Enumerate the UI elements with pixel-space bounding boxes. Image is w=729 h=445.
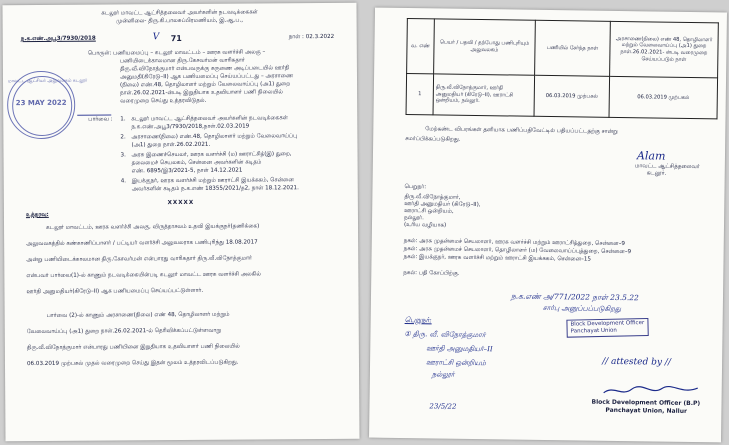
copy-line: நகல்: பதி கோப்பிற்கு. <box>403 269 460 277</box>
table-header: அரசாணை(நிலை) எண் 48, தொழிலாளர் மற்றும் வேலைவாய்ப்பு (அ1) துறை நாள்.26.02.2021- ன்படி வரைமுறை செய்யப்படும் நாள் <box>610 21 719 78</box>
to-line: (உரிய வழியாக) <box>403 221 447 229</box>
body-line: 06.03.2019 முற்பகல் முதல் வரைமுறை செய்து இதன் மூலம் உத்தரவிடப்படுகிறது. <box>26 359 239 368</box>
bdo-signature <box>602 383 702 400</box>
subject-line: பணியிடைக்காலமான திரு.கேசவர்மன் வாரிசுதார் <box>119 57 245 65</box>
table-cell: 06.03.2019 முற்பகல் <box>609 76 718 119</box>
certification-line: சமர்ப்பிக்கப்படுகிறது. <box>405 135 461 143</box>
body-line: ஊர்தி அனுமதியர்(கிரேடு–II) ஆக பணியமைப்பு செய்யப்பட்டுள்ளார். <box>26 287 204 296</box>
left-page <box>2 3 359 441</box>
reference-line: கடலூர் மாவட்ட ஆட்சித்தலைவர் அவர்களின் நடவடிக்கைகள் <box>131 115 288 123</box>
attested-note: // attested by // <box>602 356 671 368</box>
reference-index: 3. <box>120 152 126 159</box>
references-heading: பார்வை : <box>88 116 113 123</box>
to-line: திரு.வீ.விநோத்குமார், <box>404 193 461 201</box>
reference-line: எண். 6895/இ3/2021-5, நாள் 14.12.2021 <box>131 167 243 175</box>
copy-line: நகல்: அரசு முதன்மைச் செயலாளர், ஊரக வளர்ச்சி மற்றும் ஊராட்சித்துறை, சென்னை–9 <box>403 237 626 248</box>
table-cell: 06.03.2019 முற்பகல் <box>534 75 610 117</box>
bdo-office: Panchayat Union, Nallur <box>605 406 688 415</box>
handwritten-to-line: ஊர்தி அனுமதியர்–II <box>426 344 493 354</box>
reference-number: ந.க.எண்.அபூ3/7930/2018 <box>20 35 96 43</box>
to-line: ஊராட்சி ஒன்றியம், <box>404 207 454 215</box>
body-line: அலுவலகத்தில் கண்காணிப்பாளர் / பட்டியர் வளர்ச்சி அலுவலராக பணிபுரிந்து 18.08.2017 <box>26 239 258 248</box>
reference-index: 2. <box>120 134 126 141</box>
bdo-designation: Block Development Officer (B.P) <box>591 398 701 408</box>
table-row <box>406 74 718 119</box>
subject-line: வரைமுறை செய்து உத்தரவிடுதல். <box>120 97 207 105</box>
handwritten-forward-ref: ந.க.எண் அ/771/2022 நாள் 23.5.22 <box>510 291 639 303</box>
bottom-initials: 23/5/22 <box>429 402 457 411</box>
body-line: கடலூர் மாவட்டம், ஊரக வளர்ச்சி அலகு, விருத்தாசலம் உதவி இயக்குநர்(தணிக்கை) <box>46 223 260 231</box>
body-line: வேலைவாய்ப்பு (அ1) துறை நாள்.26.02.2021-ல் தெரிவிக்கப்பட்டுள்ளவாறு <box>26 327 222 336</box>
reference-line: அரசு இணைச்செயலர், ஊரக வளர்ச்சி (ம) ஊராட்சித்(இ) துறை, <box>131 151 292 159</box>
copy-line: நகல்: அரசு முதன்மைச் செயலாளர், தொழிலாளர் (ம) வேலைவாய்ப்புத்துறை, சென்னை–9 <box>403 245 632 256</box>
order-date: நாள் : 02.3.2022 <box>288 33 335 41</box>
stamp-ring-text: மாவட்ட ஆட்சியர் அலுவலகம் கடலூர் <box>7 78 88 85</box>
body-line: அன்று பணியிடைக்காலமான திரு.கேசவர்மன் என்பாரது வாரிசுதார் திரு.வீ.விநோத்குமார் <box>26 255 252 264</box>
handwritten-v: V <box>152 32 160 43</box>
table-header-row <box>407 19 719 78</box>
table-cell: 1 <box>406 74 434 115</box>
table-header: வ. எண் <box>407 19 435 74</box>
to-heading: பெறுநர்: <box>404 183 427 191</box>
separator: XXXXX <box>167 199 195 207</box>
reference-line: ந.க.எண்.அபூ3/7930/2018,நாள்.02.03.2019 <box>131 123 250 131</box>
body-line: திரு.வீ.விநோத்குமார் என்பாரது பணியினை இறுதியாக உதவியாளர் பணி நிலையில் <box>26 343 240 352</box>
reference-line: (அ1) துறை நாள்.26.02.2021. <box>131 141 211 149</box>
handwritten-to-line: நல்லூர் <box>431 370 455 379</box>
bdo-small-stamp <box>566 318 648 338</box>
reference-line: இயக்குநர், ஊரக வளர்ச்சி மற்றும் ஊராட்சி இயக்ககம், சென்னை <box>131 177 294 185</box>
handwritten-number: 71 <box>170 33 182 44</box>
subject-line: திரு.வீ.விநோத்குமார் என்பவருக்கு கருணை அடிப்படையில் ஊர்தி <box>119 65 290 73</box>
header-line-2: முன்னிலை- திரு.கி.பாலசுப்பிரமணியம், இ.ஆ.ப., <box>116 17 244 25</box>
table-header: பணியில் சேர்ந்த நாள் <box>535 20 611 76</box>
header-line-1: கடலூர் மாவட்ட ஆட்சித்தலைவர் அவர்களின் நடவடிக்கைகள் <box>101 9 258 17</box>
collector-signature: Alam <box>636 149 666 163</box>
bdo-small-stamp-line: Panchayat Union <box>570 327 617 335</box>
handwritten-to-line: ① திரு. வீ. விநோத்குமார் <box>404 330 486 340</box>
received-stamp <box>7 71 88 139</box>
table-cell: திரு.வீ.விநோத்குமார், ஊர்தி அனுமதியர் (கிரேடு–II), ஊராட்சி ஒன்றியம், நல்லூர். <box>433 74 535 116</box>
reference-index: 1. <box>120 116 126 123</box>
to-line: ஊர்தி அனுமதியர் (கிரேடு–II), <box>404 200 481 209</box>
right-page <box>369 8 727 443</box>
handwritten-forward-note: சார்பு அனுப்பப்படுகிறது <box>542 303 622 314</box>
collector-title: மாவட்ட ஆட்சித்தலைவர் <box>634 163 700 171</box>
subject-line: (நிலை) எண்.48, தொழிலாளர் மற்றும் வேலைவாய்ப்பு (அ1) துறை <box>120 81 291 89</box>
subject-line: அனுமதி(கிரேடு–II) ஆக பணியமைப்பு செய்யப்பட்டது – அரசாணை <box>119 73 294 81</box>
regularisation-table <box>406 18 719 119</box>
handwritten-to-line: ஊராட்சி ஒன்றியம் <box>426 358 486 368</box>
subject-line: நாள்.26.02.2021-ன்படி இறுதியாக உதவியாளர் பணி நிலையில் <box>120 89 283 97</box>
table-header: பெயர் / பதவி / தற்போது பணிபுரியும் அலுவலகம் <box>434 19 536 75</box>
subject-line: பொருள்: பணியமைப்பு – கடலூர் மாவட்டம் – ஊரக வளர்ச்சி அலகு – <box>87 49 266 57</box>
collector-title: கடலூர். <box>646 170 667 177</box>
reference-line: அரசாணை(நிலை) எண்.48, தொழிலாளர் மற்றும் வேலைவாய்ப்பு <box>131 133 298 141</box>
reference-index: 4. <box>120 178 127 185</box>
body-line: என்பவர் பார்வை(1)-ல் காணும் நடவடிக்கையின்படி கடலூர் மாவட்ட ஊரக வளர்ச்சி அலகில் <box>26 271 261 280</box>
bdo-small-stamp-line: Block Development Officer <box>570 320 645 328</box>
copy-line: நகல்: இயக்குநர், ஊரக வளர்ச்சி மற்றும் ஊராட்சி இயக்ககம், சென்னை–15 <box>403 253 592 263</box>
reference-line: தலைமைச் செயலகம், சென்னை அவர்களின் கடிதம் <box>131 159 262 167</box>
reference-line: அவர்களின் கடிதம் ந.க.எண் 18355/2021/த2, நாள் 18.12.2021. <box>131 185 299 193</box>
body-line: பார்வை (2)-ல் காணும் அரசாணை(நிலை) எண் 48, தொழிலாளர் மற்றும் <box>46 311 230 319</box>
to-line: நல்லூர். <box>404 214 424 222</box>
handwritten-to-heading: பெறுநர்: <box>404 316 432 325</box>
order-heading: உத்தரவு: <box>25 211 49 219</box>
certification-line: மேற்கண்ட விபரங்கள் தனியாக பணிப்பதிவேட்டில் பதியப்பட்டதற்கு சான்று <box>425 126 618 135</box>
stamp-date: 23 MAY 2022 <box>15 98 67 108</box>
